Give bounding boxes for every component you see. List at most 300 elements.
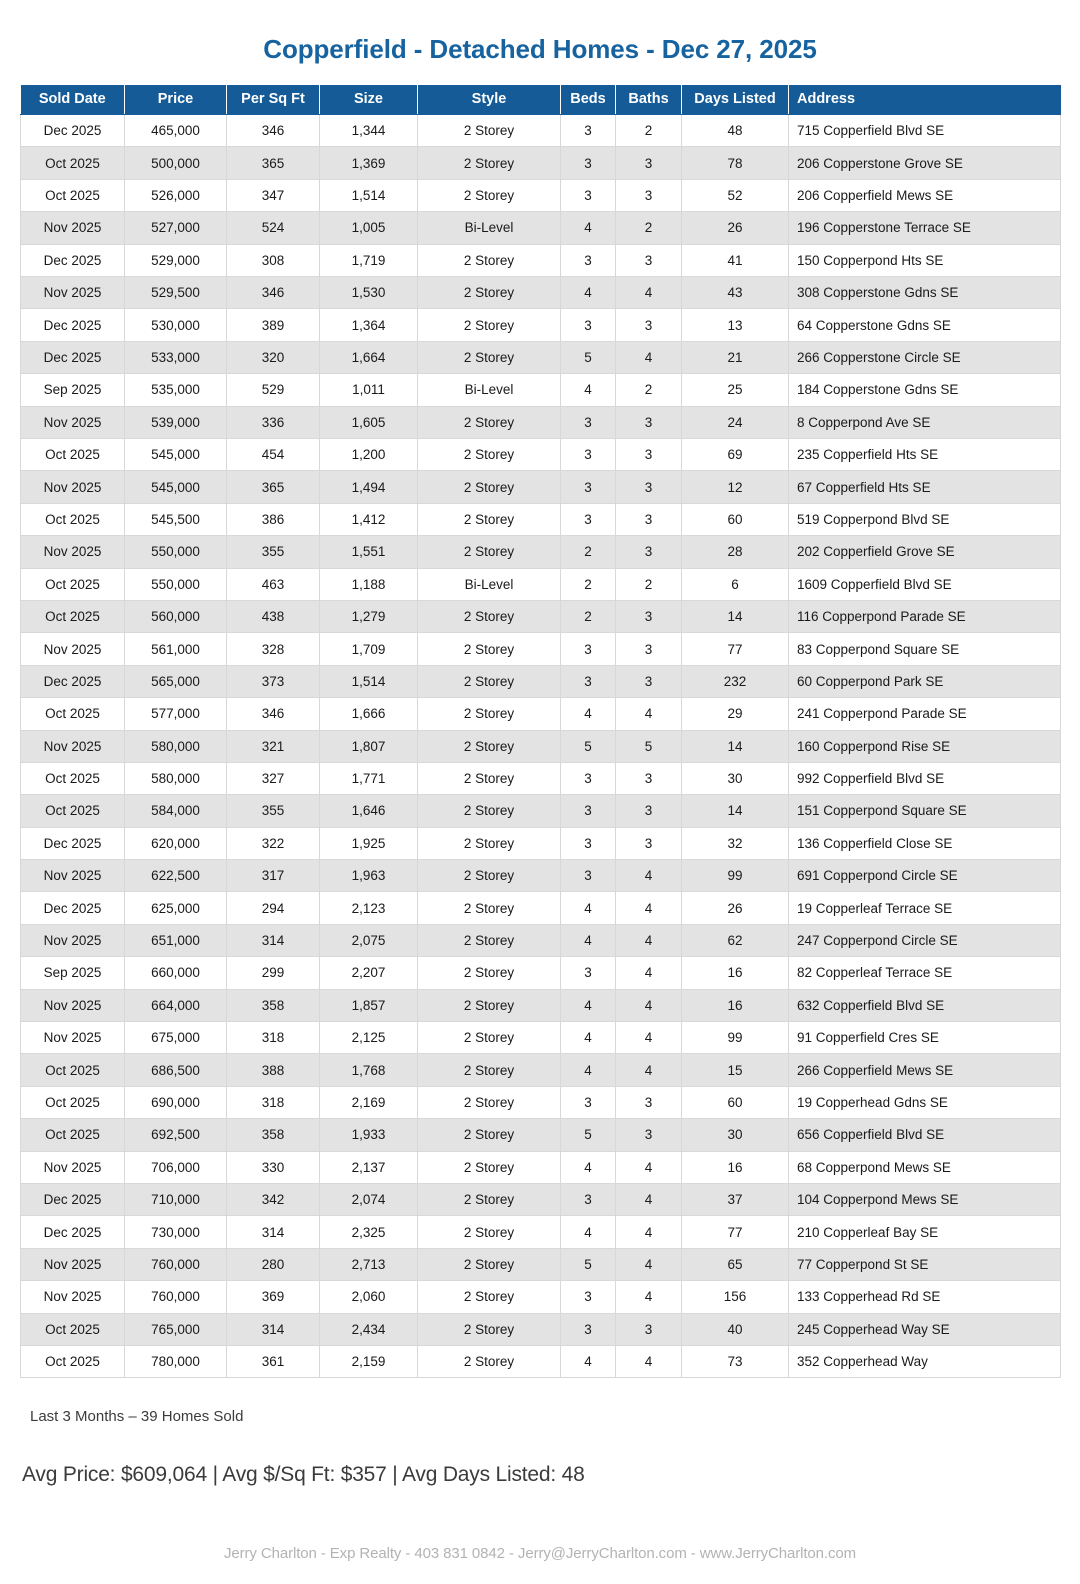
cell-baths: 4 (616, 1216, 682, 1248)
cell-beds: 3 (561, 471, 616, 503)
table-row[interactable] (21, 536, 1061, 568)
cell-address: 235 Copperfield Hts SE (789, 439, 1061, 471)
cell-beds: 2 (561, 568, 616, 600)
cell-baths: 4 (616, 989, 682, 1021)
cell-beds: 3 (561, 633, 616, 665)
cell-beds: 4 (561, 989, 616, 1021)
cell-beds: 2 (561, 600, 616, 632)
cell-days_listed: 6 (682, 568, 789, 600)
cell-per_sq_ft: 386 (227, 503, 320, 535)
cell-baths: 3 (616, 600, 682, 632)
cell-address: 715 Copperfield Blvd SE (789, 115, 1061, 147)
cell-per_sq_ft: 328 (227, 633, 320, 665)
table-row[interactable] (21, 730, 1061, 762)
table-row[interactable] (21, 568, 1061, 600)
table-row[interactable] (21, 957, 1061, 989)
cell-price: 465,000 (125, 115, 227, 147)
cell-size: 2,434 (320, 1313, 418, 1345)
cell-per_sq_ft: 294 (227, 892, 320, 924)
cell-address: 656 Copperfield Blvd SE (789, 1119, 1061, 1151)
cell-size: 2,207 (320, 957, 418, 989)
cell-days_listed: 30 (682, 1119, 789, 1151)
cell-days_listed: 78 (682, 147, 789, 179)
cell-address: 91 Copperfield Cres SE (789, 1022, 1061, 1054)
table-row[interactable] (21, 147, 1061, 179)
cell-days_listed: 77 (682, 633, 789, 665)
cell-per_sq_ft: 388 (227, 1054, 320, 1086)
cell-days_listed: 30 (682, 762, 789, 794)
table-row[interactable] (21, 600, 1061, 632)
cell-style: 2 Storey (418, 957, 561, 989)
cell-style: 2 Storey (418, 827, 561, 859)
cell-days_listed: 14 (682, 795, 789, 827)
table-row[interactable] (21, 860, 1061, 892)
table-row[interactable] (21, 698, 1061, 730)
cell-sold_date: Dec 2025 (21, 892, 125, 924)
cell-address: 67 Copperfield Hts SE (789, 471, 1061, 503)
cell-sold_date: Dec 2025 (21, 1183, 125, 1215)
cell-days_listed: 60 (682, 1086, 789, 1118)
cell-days_listed: 14 (682, 600, 789, 632)
cell-per_sq_ft: 346 (227, 277, 320, 309)
table-row[interactable] (21, 244, 1061, 276)
cell-days_listed: 232 (682, 665, 789, 697)
table-row[interactable] (21, 341, 1061, 373)
cell-beds: 3 (561, 1183, 616, 1215)
table-row[interactable] (21, 309, 1061, 341)
cell-baths: 3 (616, 471, 682, 503)
cell-price: 533,000 (125, 341, 227, 373)
cell-sold_date: Oct 2025 (21, 1086, 125, 1118)
table-row[interactable] (21, 892, 1061, 924)
cell-beds: 3 (561, 665, 616, 697)
cell-per_sq_ft: 529 (227, 374, 320, 406)
cell-address: 160 Copperpond Rise SE (789, 730, 1061, 762)
cell-price: 760,000 (125, 1281, 227, 1313)
cell-per_sq_ft: 358 (227, 989, 320, 1021)
cell-address: 68 Copperpond Mews SE (789, 1151, 1061, 1183)
cell-price: 545,000 (125, 471, 227, 503)
cell-size: 2,125 (320, 1022, 418, 1054)
cell-size: 1,011 (320, 374, 418, 406)
cell-style: 2 Storey (418, 795, 561, 827)
cell-size: 1,200 (320, 439, 418, 471)
cell-style: 2 Storey (418, 1345, 561, 1377)
cell-price: 577,000 (125, 698, 227, 730)
cell-days_listed: 40 (682, 1313, 789, 1345)
cell-style: 2 Storey (418, 698, 561, 730)
table-row[interactable] (21, 924, 1061, 956)
cell-address: 196 Copperstone Terrace SE (789, 212, 1061, 244)
cell-baths: 3 (616, 244, 682, 276)
cell-baths: 3 (616, 1119, 682, 1151)
cell-beds: 4 (561, 924, 616, 956)
cell-days_listed: 21 (682, 341, 789, 373)
cell-price: 686,500 (125, 1054, 227, 1086)
cell-per_sq_ft: 369 (227, 1281, 320, 1313)
table-row[interactable] (21, 1248, 1061, 1280)
cell-style: 2 Storey (418, 341, 561, 373)
table-row[interactable] (21, 179, 1061, 211)
cell-size: 2,075 (320, 924, 418, 956)
cell-size: 1,514 (320, 179, 418, 211)
cell-price: 529,500 (125, 277, 227, 309)
cell-sold_date: Dec 2025 (21, 341, 125, 373)
cell-price: 535,000 (125, 374, 227, 406)
cell-size: 1,364 (320, 309, 418, 341)
cell-per_sq_ft: 438 (227, 600, 320, 632)
cell-days_listed: 16 (682, 1151, 789, 1183)
cell-beds: 3 (561, 860, 616, 892)
table-body (21, 115, 1061, 1378)
cell-size: 1,551 (320, 536, 418, 568)
cell-beds: 4 (561, 1054, 616, 1086)
cell-style: 2 Storey (418, 536, 561, 568)
sold-homes-table (20, 85, 1061, 1379)
cell-days_listed: 99 (682, 1022, 789, 1054)
table-row[interactable] (21, 1151, 1061, 1183)
column-header-style[interactable]: Style (418, 85, 561, 115)
cell-per_sq_ft: 330 (227, 1151, 320, 1183)
table-row[interactable] (21, 503, 1061, 535)
cell-style: 2 Storey (418, 1281, 561, 1313)
cell-per_sq_ft: 358 (227, 1119, 320, 1151)
cell-style: Bi-Level (418, 374, 561, 406)
table-row[interactable] (21, 1345, 1061, 1377)
cell-beds: 4 (561, 277, 616, 309)
cell-sold_date: Nov 2025 (21, 536, 125, 568)
cell-beds: 3 (561, 1313, 616, 1345)
column-header-beds[interactable]: Beds (561, 85, 616, 115)
cell-per_sq_ft: 322 (227, 827, 320, 859)
cell-beds: 3 (561, 503, 616, 535)
column-header-baths[interactable]: Baths (616, 85, 682, 115)
cell-days_listed: 16 (682, 957, 789, 989)
cell-days_listed: 41 (682, 244, 789, 276)
table-row[interactable] (21, 115, 1061, 147)
cell-per_sq_ft: 314 (227, 1216, 320, 1248)
cell-style: 2 Storey (418, 1054, 561, 1086)
cell-address: 104 Copperpond Mews SE (789, 1183, 1061, 1215)
cell-baths: 3 (616, 147, 682, 179)
cell-sold_date: Sep 2025 (21, 374, 125, 406)
cell-baths: 4 (616, 924, 682, 956)
cell-per_sq_ft: 355 (227, 795, 320, 827)
cell-beds: 4 (561, 1022, 616, 1054)
cell-baths: 4 (616, 1022, 682, 1054)
cell-baths: 3 (616, 439, 682, 471)
cell-address: 691 Copperpond Circle SE (789, 860, 1061, 892)
cell-beds: 3 (561, 762, 616, 794)
cell-beds: 4 (561, 1345, 616, 1377)
cell-sold_date: Nov 2025 (21, 989, 125, 1021)
cell-price: 651,000 (125, 924, 227, 956)
cell-days_listed: 32 (682, 827, 789, 859)
contact-footer: Jerry Charlton - Exp Realty - 403 831 0842 - Jerry@JerryCharlton.com - www.JerryCharlton.com (223, 1545, 857, 1563)
cell-beds: 4 (561, 1151, 616, 1183)
cell-days_listed: 52 (682, 179, 789, 211)
cell-per_sq_ft: 318 (227, 1086, 320, 1118)
table-row[interactable] (21, 827, 1061, 859)
cell-baths: 4 (616, 698, 682, 730)
cell-baths: 4 (616, 1054, 682, 1086)
cell-style: 2 Storey (418, 1022, 561, 1054)
table-row[interactable] (21, 439, 1061, 471)
table-row[interactable] (21, 1216, 1061, 1248)
cell-per_sq_ft: 327 (227, 762, 320, 794)
table-row[interactable] (21, 374, 1061, 406)
cell-per_sq_ft: 308 (227, 244, 320, 276)
cell-sold_date: Dec 2025 (21, 244, 125, 276)
cell-beds: 3 (561, 115, 616, 147)
table-row[interactable] (21, 277, 1061, 309)
report-page (0, 17, 1080, 1584)
cell-per_sq_ft: 280 (227, 1248, 320, 1280)
cell-baths: 3 (616, 795, 682, 827)
table-row[interactable] (21, 989, 1061, 1021)
cell-days_listed: 65 (682, 1248, 789, 1280)
cell-style: 2 Storey (418, 730, 561, 762)
cell-sold_date: Oct 2025 (21, 1119, 125, 1151)
cell-style: Bi-Level (418, 212, 561, 244)
cell-beds: 4 (561, 212, 616, 244)
cell-price: 675,000 (125, 1022, 227, 1054)
cell-per_sq_ft: 318 (227, 1022, 320, 1054)
table-row[interactable] (21, 1054, 1061, 1086)
cell-days_listed: 48 (682, 115, 789, 147)
cell-style: Bi-Level (418, 568, 561, 600)
table-row[interactable] (21, 1281, 1061, 1313)
cell-baths: 3 (616, 633, 682, 665)
cell-style: 2 Storey (418, 1183, 561, 1215)
cell-address: 8 Copperpond Ave SE (789, 406, 1061, 438)
table-header-row (21, 85, 1061, 115)
cell-size: 2,074 (320, 1183, 418, 1215)
cell-address: 82 Copperleaf Terrace SE (789, 957, 1061, 989)
cell-price: 580,000 (125, 762, 227, 794)
cell-style: 2 Storey (418, 633, 561, 665)
cell-style: 2 Storey (418, 471, 561, 503)
cell-address: 992 Copperfield Blvd SE (789, 762, 1061, 794)
cell-price: 710,000 (125, 1183, 227, 1215)
cell-style: 2 Storey (418, 309, 561, 341)
cell-beds: 2 (561, 536, 616, 568)
cell-baths: 3 (616, 536, 682, 568)
cell-days_listed: 156 (682, 1281, 789, 1313)
cell-days_listed: 15 (682, 1054, 789, 1086)
cell-style: 2 Storey (418, 665, 561, 697)
cell-price: 765,000 (125, 1313, 227, 1345)
cell-style: 2 Storey (418, 179, 561, 211)
cell-size: 1,771 (320, 762, 418, 794)
cell-per_sq_ft: 389 (227, 309, 320, 341)
column-header-price[interactable]: Price (125, 85, 227, 115)
cell-size: 2,169 (320, 1086, 418, 1118)
cell-address: 202 Copperfield Grove SE (789, 536, 1061, 568)
cell-style: 2 Storey (418, 1151, 561, 1183)
column-header-address[interactable]: Address (789, 85, 1061, 115)
cell-beds: 5 (561, 1248, 616, 1280)
cell-beds: 3 (561, 957, 616, 989)
table-row[interactable] (21, 633, 1061, 665)
cell-per_sq_ft: 365 (227, 471, 320, 503)
cell-sold_date: Nov 2025 (21, 212, 125, 244)
cell-size: 2,713 (320, 1248, 418, 1280)
cell-size: 1,646 (320, 795, 418, 827)
cell-sold_date: Dec 2025 (21, 665, 125, 697)
cell-sold_date: Oct 2025 (21, 439, 125, 471)
summary-statistics: Avg Price: $609,064 | Avg $/Sq Ft: $357 | Avg Days Listed: 48 (22, 1463, 585, 1487)
cell-baths: 3 (616, 762, 682, 794)
cell-size: 2,325 (320, 1216, 418, 1248)
cell-price: 730,000 (125, 1216, 227, 1248)
table-row[interactable] (21, 795, 1061, 827)
cell-size: 1,719 (320, 244, 418, 276)
column-header-days-listed[interactable]: Days Listed (682, 85, 789, 115)
cell-price: 526,000 (125, 179, 227, 211)
table-row[interactable] (21, 1086, 1061, 1118)
cell-address: 206 Copperstone Grove SE (789, 147, 1061, 179)
cell-style: 2 Storey (418, 600, 561, 632)
cell-per_sq_ft: 342 (227, 1183, 320, 1215)
cell-price: 625,000 (125, 892, 227, 924)
page-title: Copperfield - Detached Homes - Dec 27, 2025 (263, 34, 817, 65)
cell-per_sq_ft: 355 (227, 536, 320, 568)
cell-per_sq_ft: 361 (227, 1345, 320, 1377)
cell-per_sq_ft: 314 (227, 1313, 320, 1345)
cell-sold_date: Nov 2025 (21, 924, 125, 956)
cell-days_listed: 13 (682, 309, 789, 341)
cell-address: 241 Copperpond Parade SE (789, 698, 1061, 730)
cell-baths: 3 (616, 503, 682, 535)
cell-size: 2,137 (320, 1151, 418, 1183)
cell-size: 1,807 (320, 730, 418, 762)
table-row[interactable] (21, 762, 1061, 794)
cell-baths: 4 (616, 957, 682, 989)
cell-per_sq_ft: 463 (227, 568, 320, 600)
cell-size: 1,369 (320, 147, 418, 179)
cell-baths: 3 (616, 1086, 682, 1118)
cell-address: 308 Copperstone Gdns SE (789, 277, 1061, 309)
table-row[interactable] (21, 471, 1061, 503)
cell-beds: 4 (561, 1216, 616, 1248)
cell-sold_date: Oct 2025 (21, 762, 125, 794)
cell-sold_date: Oct 2025 (21, 1345, 125, 1377)
cell-address: 210 Copperleaf Bay SE (789, 1216, 1061, 1248)
table-row[interactable] (21, 1313, 1061, 1345)
cell-price: 664,000 (125, 989, 227, 1021)
cell-address: 116 Copperpond Parade SE (789, 600, 1061, 632)
cell-beds: 4 (561, 892, 616, 924)
table-row[interactable] (21, 406, 1061, 438)
cell-baths: 3 (616, 309, 682, 341)
sales-table-container (20, 85, 1060, 1379)
table-row[interactable] (21, 1022, 1061, 1054)
cell-baths: 4 (616, 1183, 682, 1215)
cell-sold_date: Oct 2025 (21, 147, 125, 179)
cell-sold_date: Nov 2025 (21, 1281, 125, 1313)
cell-address: 64 Copperstone Gdns SE (789, 309, 1061, 341)
cell-beds: 3 (561, 827, 616, 859)
cell-sold_date: Dec 2025 (21, 309, 125, 341)
table-row[interactable] (21, 665, 1061, 697)
cell-address: 83 Copperpond Square SE (789, 633, 1061, 665)
cell-address: 632 Copperfield Blvd SE (789, 989, 1061, 1021)
column-header-size[interactable]: Size (320, 85, 418, 115)
cell-beds: 5 (561, 1119, 616, 1151)
cell-size: 1,963 (320, 860, 418, 892)
cell-sold_date: Oct 2025 (21, 600, 125, 632)
cell-price: 584,000 (125, 795, 227, 827)
table-row[interactable] (21, 1183, 1061, 1215)
cell-per_sq_ft: 346 (227, 698, 320, 730)
cell-address: 19 Copperleaf Terrace SE (789, 892, 1061, 924)
table-row[interactable] (21, 212, 1061, 244)
cell-address: 136 Copperfield Close SE (789, 827, 1061, 859)
cell-baths: 3 (616, 827, 682, 859)
cell-price: 690,000 (125, 1086, 227, 1118)
cell-days_listed: 69 (682, 439, 789, 471)
cell-sold_date: Nov 2025 (21, 277, 125, 309)
cell-size: 1,344 (320, 115, 418, 147)
cell-beds: 3 (561, 309, 616, 341)
cell-address: 245 Copperhead Way SE (789, 1313, 1061, 1345)
cell-style: 2 Storey (418, 277, 561, 309)
cell-size: 2,060 (320, 1281, 418, 1313)
cell-sold_date: Oct 2025 (21, 795, 125, 827)
cell-style: 2 Storey (418, 244, 561, 276)
cell-address: 77 Copperpond St SE (789, 1248, 1061, 1280)
cell-sold_date: Oct 2025 (21, 1313, 125, 1345)
cell-price: 620,000 (125, 827, 227, 859)
cell-baths: 3 (616, 406, 682, 438)
cell-baths: 2 (616, 374, 682, 406)
cell-size: 1,857 (320, 989, 418, 1021)
cell-price: 545,000 (125, 439, 227, 471)
cell-style: 2 Storey (418, 1313, 561, 1345)
cell-baths: 2 (616, 212, 682, 244)
cell-days_listed: 26 (682, 212, 789, 244)
cell-style: 2 Storey (418, 989, 561, 1021)
column-header-per-sq-ft[interactable]: Per Sq Ft (227, 85, 320, 115)
summary-count: Last 3 Months – 39 Homes Sold (30, 1408, 244, 1426)
cell-address: 184 Copperstone Gdns SE (789, 374, 1061, 406)
cell-address: 60 Copperpond Park SE (789, 665, 1061, 697)
cell-style: 2 Storey (418, 503, 561, 535)
cell-per_sq_ft: 454 (227, 439, 320, 471)
cell-size: 1,279 (320, 600, 418, 632)
cell-baths: 4 (616, 892, 682, 924)
cell-size: 1,514 (320, 665, 418, 697)
cell-baths: 2 (616, 568, 682, 600)
cell-baths: 4 (616, 1345, 682, 1377)
cell-per_sq_ft: 336 (227, 406, 320, 438)
cell-sold_date: Nov 2025 (21, 1022, 125, 1054)
cell-price: 545,500 (125, 503, 227, 535)
column-header-sold-date[interactable]: Sold Date (21, 85, 125, 115)
cell-size: 2,123 (320, 892, 418, 924)
cell-size: 1,925 (320, 827, 418, 859)
cell-baths: 3 (616, 665, 682, 697)
cell-days_listed: 73 (682, 1345, 789, 1377)
table-row[interactable] (21, 1119, 1061, 1151)
cell-price: 622,500 (125, 860, 227, 892)
cell-beds: 3 (561, 406, 616, 438)
cell-beds: 3 (561, 179, 616, 211)
cell-style: 2 Storey (418, 1216, 561, 1248)
cell-days_listed: 24 (682, 406, 789, 438)
cell-per_sq_ft: 314 (227, 924, 320, 956)
